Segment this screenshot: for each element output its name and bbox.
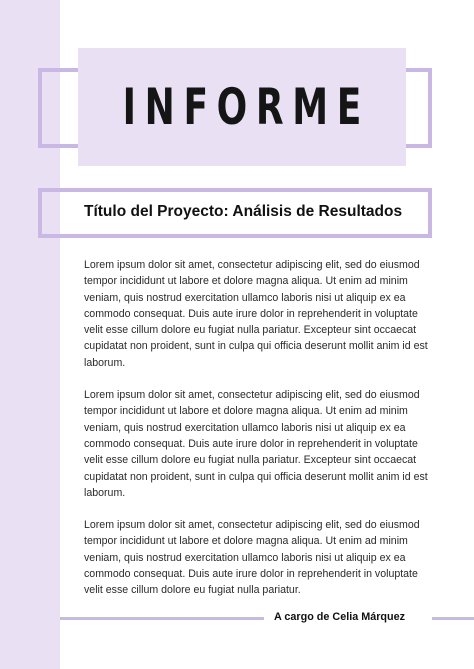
footer-divider-right	[432, 617, 474, 620]
body-content	[84, 257, 430, 615]
project-subtitle: Título del Proyecto: Análisis de Resultados	[84, 203, 403, 220]
body-paragraph-2: Lorem ipsum dolor sit amet, consectetur adipiscing elit, sed do eiusmod tempor incididunt ut labore et dolore magna aliqua. Ut enim ad minim veniam, quis nostrud exercitation ullamco laboris nisi ut aliquip ex ea commodo consequat. Duis aute irure dolor in reprehenderit in voluptate velit esse cillum dolore eu fugiat nulla pariatur. Excepteur sint occaecat cupidatat non proident, sunt in culpa qui officia deserunt mollit anim id est laborum.	[84, 389, 428, 499]
author-credit: A cargo de Celia Márquez	[274, 611, 405, 623]
report-title: INFORME	[122, 78, 370, 136]
footer-divider-left	[60, 617, 264, 620]
body-paragraph-1: Lorem ipsum dolor sit amet, consectetur adipiscing elit, sed do eiusmod tempor incididunt ut labore et dolore magna aliqua. Ut enim ad minim veniam, quis nostrud exercitation ullamco laboris nisi ut aliquip ex ea commodo consequat. Duis aute irure dolor in reprehenderit in voluptate velit esse cillum dolore eu fugiat nulla pariatur. Excepteur sint occaecat cupidatat non proident, sunt in culpa qui officia deserunt mollit anim id est laborum.	[84, 259, 428, 369]
body-paragraph-3: Lorem ipsum dolor sit amet, consectetur adipiscing elit, sed do eiusmod tempor incididunt ut labore et dolore magna aliqua. Ut enim ad minim veniam, quis nostrud exercitation ullamco laboris nisi ut aliquip ex ea commodo consequat. Duis aute irure dolor in reprehenderit in voluptate velit esse cillum dolore eu fugiat nulla pariatur.	[84, 519, 420, 597]
